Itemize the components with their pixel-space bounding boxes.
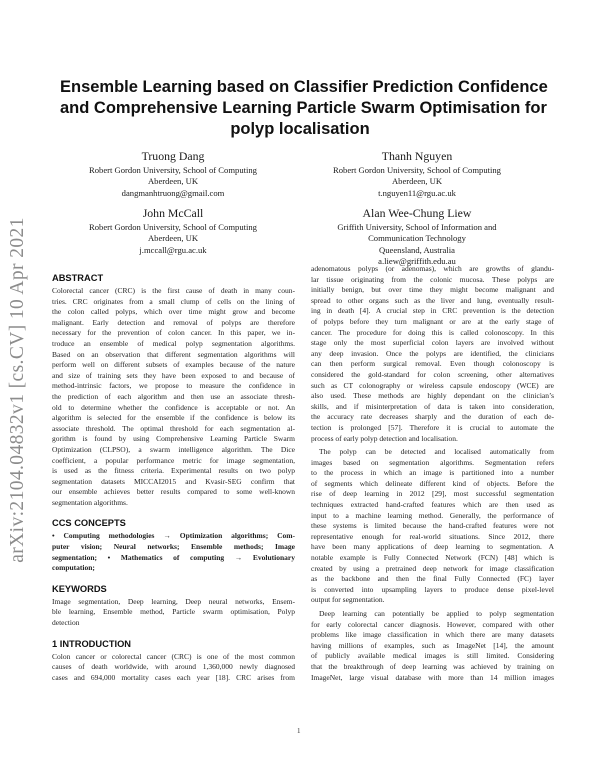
arxiv-id: arXiv:2104.04832v1 [cs.CV] 10 Apr 2021 [7, 217, 28, 563]
author-name: Thanh Nguyen [381, 149, 453, 163]
abstract-line: Optimization (CLPSO), a swarm intelligence algorithm. The Dice [52, 444, 295, 454]
body-line: having millions of examples, such as ImageNet [14], the amount [311, 640, 554, 650]
body-line: the accuracy rate decreases sharply and the duration of each de- [311, 412, 554, 422]
paragraph-polyps [311, 264, 554, 444]
body-line: initially benign, but over time they might become malignant and [311, 285, 554, 295]
abstract-line: the prediction of each algorithm and then use an associate thresh- [52, 391, 295, 401]
body-line: also used. These methods are highly dependant on the clinician’s [311, 391, 554, 401]
body-line: images based on segmentation algorithms. Segmentation refers [311, 457, 554, 467]
introduction-body [52, 652, 295, 684]
body-line: these systems is limited because the hand-crafted features were not [311, 521, 554, 531]
body-line: of publicly available medical images is still limited. Considering [311, 651, 554, 661]
intro-line: Colon cancer or colorectal cancer (CRC) is one of the most common [52, 651, 295, 661]
body-line: stage only the most superficial colon layers are involved without [311, 338, 554, 348]
paragraph-segmentation [311, 447, 554, 606]
body-line: cancer. The procedure for doing this is called colonoscopy. In this [311, 327, 554, 337]
body-line: input to a machine learning method. Generally, the performance of [311, 510, 554, 520]
author-email[interactable]: dangmanhtruong@gmail.com [121, 187, 225, 198]
abstract-line: necessary for the prevention of colon cancer. In this paper, we in- [52, 328, 295, 338]
abstract-line: Colorectal cancer (CRC) is the first cause of death in many coun- [52, 286, 295, 295]
abstract-line: Based on an observation that different segmentation algorithms will [52, 349, 295, 359]
author-block-4 [312, 206, 522, 268]
author-location: Queensland, Australia [379, 244, 455, 255]
abstract-line: troduce an ensemble of medical polyp segmentation algorithms. [52, 338, 295, 348]
abstract-heading: ABSTRACT [52, 273, 104, 283]
abstract-line: perform well on different subsets of examples because of the nature [52, 360, 295, 370]
body-line: skills, and if misinterpretation of data is taken into consideration, [311, 401, 554, 411]
title-line: Ensemble Learning based on Classifier Prediction Confidence [60, 78, 548, 96]
abstract-line: algorithm is selected for the ensemble if the confidence is below its [52, 413, 295, 423]
abstract-line: old to determine whether the confidence is acceptable or not. An [52, 402, 295, 412]
body-line: to the process in which an image is partitioned into a number [311, 468, 554, 478]
intro-line: causes of death worldwide, with around 1,360,000 newly diagnosed [52, 662, 295, 672]
body-line: created by using a pretrained deep network for image classification [311, 563, 554, 573]
keywords-line: Image segmentation, Deep learning, Deep neural networks, Ensem- [52, 596, 295, 606]
body-line: that the breakthrough of deep learning was achieved by training on [311, 661, 554, 671]
body-line: lar tissue originating from the colonic mucosa. These polyps are [311, 274, 554, 284]
author-affiliation: Communication Technology [368, 233, 466, 244]
abstract-line: gorithm is found by using Comprehensive Learning Particle Swarm [52, 434, 295, 444]
author-affiliation: Robert Gordon University, School of Computing [89, 165, 257, 175]
body-line: spread to other organs such as the liver and lung, eventually result- [311, 295, 554, 305]
author-name: Alan Wee-Chung Liew [362, 206, 472, 220]
ccs-body [52, 531, 295, 573]
ccs-line: segmentation; • Mathematics of computing → Evolutionary [52, 552, 295, 562]
body-line: have been many applications of deep learning to segmentation. A [311, 542, 554, 552]
author-affiliation: Robert Gordon University, School of Computing [333, 165, 501, 175]
abstract-line: our ensemble achieves better results compared to some well-known [52, 487, 295, 497]
body-line: such as CT colonography or wireless capsule endoscopy (WCE) are [311, 380, 554, 390]
abstract-line: segmentation algorithms. [52, 497, 128, 507]
abstract-line: malignant. Early detection and removal of polyps are therefore [52, 317, 295, 327]
abstract-body [52, 286, 295, 508]
body-line: any deep invasion. Once the polyps are identified, the clinicians [311, 348, 554, 358]
body-line: techniques extracted hand-crafted features which are then used as [311, 500, 554, 510]
body-line: problems like image classification in which there are many datasets [311, 630, 554, 640]
body-line: of polyps before they turn malignant or are at the early stage of [311, 316, 554, 326]
ccs-line: puter vision; Neural networks; Ensemble methods; Image [52, 542, 295, 552]
ccs-heading: CCS CONCEPTS [52, 518, 126, 529]
intro-line: cases and 694,000 mortality cases each year [18]. CRC arises from [52, 672, 295, 682]
right-column [311, 264, 554, 683]
body-line: representative enough for real-world situations. Since 2012, there [311, 531, 554, 541]
author-block-1 [68, 149, 278, 199]
abstract-line: tries. CRC originates from a small clump of cells on the lining of [52, 296, 295, 306]
body-line: tection is prolonged [57]. Therefore it is crucial to automate the [311, 422, 554, 432]
author-email[interactable]: a.liew@griffith.edu.au [378, 256, 456, 267]
abstract-line: coefficient, a popular performance metric for image segmentation, [52, 455, 295, 465]
body-line: Deep learning can potentially be applied to polyp segmentation [319, 609, 554, 618]
body-line: is converted into upsampling layers to produce dense pixel-level [311, 584, 554, 594]
body-line: output for segmentation. [311, 595, 385, 605]
paper-title [60, 77, 548, 140]
left-column [52, 272, 295, 683]
body-line: notable example is Fully Connected Network (FCN) [48] which is [311, 553, 554, 563]
page-number: 1 [297, 727, 301, 735]
body-line: ing in death [4]. A crucial step in CRC prevention is the detection [311, 306, 554, 316]
author-location: Aberdeen, UK [147, 176, 199, 187]
title-line: and Comprehensive Learning Particle Swarm Optimisation for [60, 99, 547, 117]
keywords-line: ble learning, Ensemble method, Particle swarm optimisation, Polyp [52, 607, 295, 617]
author-block-2 [312, 149, 522, 199]
keywords-line: detection [52, 618, 80, 628]
author-name: Truong Dang [141, 149, 205, 163]
author-location: Aberdeen, UK [147, 233, 199, 244]
body-line: for early colorectal cancer diagnosis. However, compared with other [311, 619, 554, 629]
author-location: Aberdeen, UK [391, 176, 443, 187]
body-line: considered the gold-standard for colon screening, other alternatives [311, 369, 554, 379]
ccs-line: • Computing methodologies → Optimization algorithms; Com- [52, 531, 295, 541]
abstract-line: segmentation datasets MICCAI2015 and Kvasir-SEG confirm that [52, 476, 295, 486]
keywords-body [52, 597, 295, 629]
abstract-line: associate threshold. The optimal threshold for each segmentation al- [52, 423, 295, 433]
body-line: can then perform surgical removal. Even though colonoscopy is [311, 359, 554, 369]
body-line: of segments which delineate different kind of objects. Before the [311, 478, 554, 488]
paragraph-deep-learning [311, 609, 554, 683]
author-name: John McCall [142, 206, 204, 220]
author-affiliation: Robert Gordon University, School of Computing [89, 222, 257, 232]
abstract-line: is used as the fitness criteria. Experimental results on two polyp [52, 466, 295, 476]
body-line: The polyp can be detected and localised automatically from [319, 447, 554, 457]
body-line: as the backbone and then the final Fully Connected (FC) layer [311, 574, 554, 584]
body-line: process of early polyp detection and localisation. [311, 433, 458, 443]
abstract-line: and size of training sets they have been exposed to and because of [52, 370, 295, 380]
body-line: ImageNet, large visual database with more than 14 million images [311, 672, 554, 682]
author-affiliation: Griffith University, School of Information and [337, 222, 497, 232]
arxiv-watermark [3, 210, 33, 570]
keywords-heading: KEYWORDS [52, 583, 107, 594]
author-email[interactable]: j.mccall@rgu.ac.uk [139, 244, 207, 255]
author-email[interactable]: t.nguyen11@rgu.ac.uk [378, 187, 456, 198]
abstract-line: the colon called polyps, which over time might grow and become [52, 307, 295, 317]
author-block-3 [68, 206, 278, 256]
introduction-heading: 1 INTRODUCTION [52, 638, 132, 649]
ccs-line: computation; [52, 563, 95, 573]
abstract-line: method-intrinsic factors, we propose to measure the confidence in [52, 381, 295, 391]
title-line: polyp localisation [230, 120, 370, 138]
body-line: adenomatous polyps (or adenomas), which are growths of glandu- [311, 264, 554, 273]
body-line: rise of deep learning in 2012 [29], most successful segmentation [311, 489, 554, 499]
